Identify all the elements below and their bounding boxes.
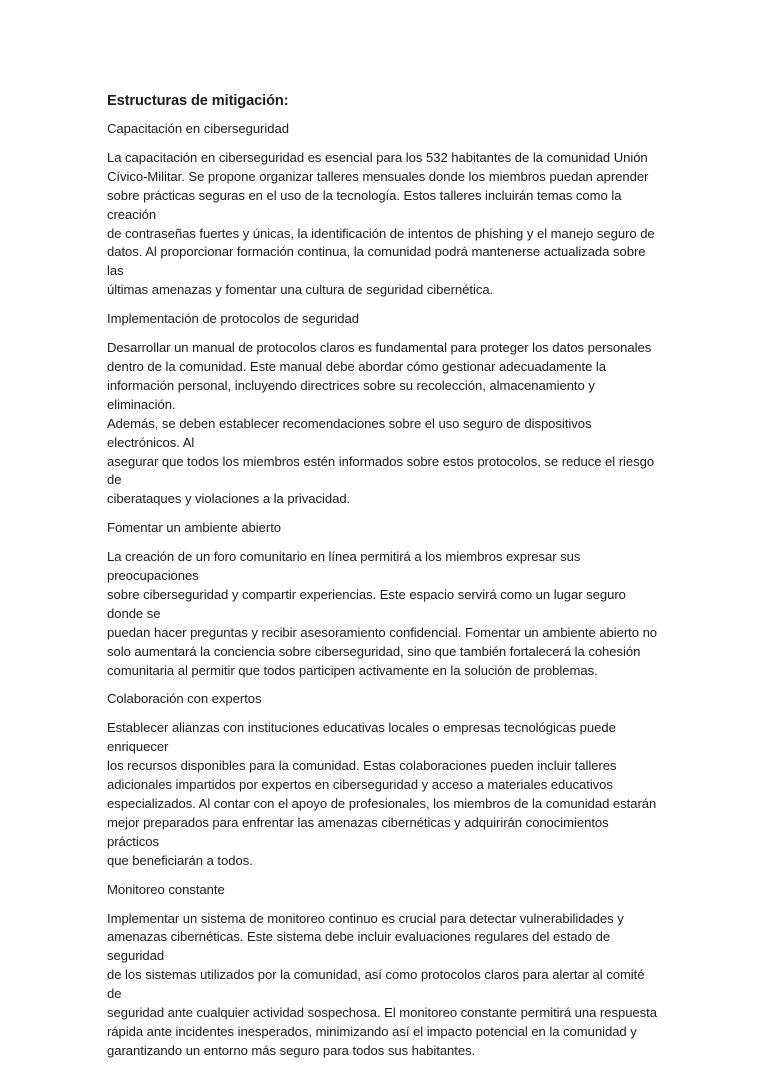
paragraph-line: sobre ciberseguridad y compartir experiencias. Este espacio servirá como un lugar seguro donde se xyxy=(107,586,626,621)
section-heading: Colaboración con expertos xyxy=(107,691,262,707)
paragraph-line: Desarrollar un manual de protocolos claros es fundamental para proteger los datos personales xyxy=(107,340,652,356)
paragraph-line: amenazas cibernéticas. Este sistema debe incluir evaluaciones regulares del estado de seguridad xyxy=(107,929,611,964)
paragraph-line: últimas amenazas y fomentar una cultura de seguridad cibernética. xyxy=(107,282,494,298)
section-paragraph xyxy=(107,910,662,1061)
paragraph-line: que beneficiarán a todos. xyxy=(107,852,253,868)
paragraph-line: La capacitación en ciberseguridad es esencial para los 532 habitantes de la comunidad Unión xyxy=(107,149,648,165)
section-protocolos xyxy=(107,310,662,509)
paragraph-line: rápida ante incidentes inesperados, minimizando así el impacto potencial en la comunidad y xyxy=(107,1023,637,1039)
section-paragraph xyxy=(107,719,662,870)
paragraph-line: sobre prácticas seguras en el uso de la tecnología. Estos talleres incluirán temas como la creación xyxy=(107,187,622,222)
paragraph-line: garantizando un entorno más seguro para todos sus habitantes. xyxy=(107,1042,476,1058)
section-heading: Capacitación en ciberseguridad xyxy=(107,121,289,136)
paragraph-line: Establecer alianzas con instituciones educativas locales o empresas tecnológicas puede enriquecer xyxy=(107,720,616,755)
section-monitoreo xyxy=(107,881,662,1061)
paragraph-line: ciberataques y violaciones a la privacidad. xyxy=(107,491,351,507)
paragraph-line: de contraseñas fuertes y únicas, la identificación de intentos de phishing y el manejo seguro de xyxy=(107,225,655,241)
section-colaboracion xyxy=(107,690,662,870)
section-paragraph xyxy=(107,149,662,300)
paragraph-line: dentro de la comunidad. Este manual debe abordar cómo gestionar adecuadamente la xyxy=(107,358,606,374)
paragraph-line: Cívico-Militar. Se propone organizar talleres mensuales donde los miembros puedan aprender xyxy=(107,168,649,184)
section-capacitacion xyxy=(107,120,662,300)
paragraph-line: los recursos disponibles para la comunidad. Estas colaboraciones pueden incluir talleres xyxy=(107,758,617,774)
paragraph-line: adicionales impartidos por expertos en ciberseguridad y acceso a materiales educativos xyxy=(107,777,613,793)
section-ambiente-abierto xyxy=(107,519,662,680)
paragraph-line: La creación de un foro comunitario en línea permitirá a los miembros expresar sus preocupaciones xyxy=(107,549,581,584)
document-page xyxy=(107,90,662,1071)
section-heading: Monitoreo constante xyxy=(107,881,225,897)
paragraph-line: comunitaria al permitir que todos participen activamente en la solución de problemas. xyxy=(107,662,598,678)
paragraph-line: solo aumentará la conciencia sobre ciberseguridad, sino que también fortalecerá la cohesión xyxy=(107,643,641,659)
section-paragraph xyxy=(107,548,662,680)
document-title: Estructuras de mitigación: xyxy=(107,93,289,109)
paragraph-line: especializados. Al contar con el apoyo de profesionales, los miembros de la comunidad estarán xyxy=(107,796,657,811)
paragraph-line: Además, se deben establecer recomendaciones sobre el uso seguro de dispositivos electrónicos. Al xyxy=(107,415,592,450)
section-paragraph xyxy=(107,339,662,509)
paragraph-line: Implementar un sistema de monitoreo continuo es crucial para detectar vulnerabilidades y xyxy=(107,910,624,926)
paragraph-line: puedan hacer preguntas y recibir asesoramiento confidencial. Fomentar un ambiente abierto no xyxy=(107,624,658,640)
paragraph-line: mejor preparados para enfrentar las amenazas cibernéticas y adquirirán conocimientos prácticos xyxy=(107,814,609,849)
paragraph-line: información personal, incluyendo directrices sobre su recolección, almacenamiento y eliminación. xyxy=(107,377,595,412)
paragraph-line: de los sistemas utilizados por la comunidad, así como protocolos claros para alertar al comité de xyxy=(107,967,645,1002)
paragraph-line: seguridad ante cualquier actividad sospechosa. El monitoreo constante permitirá una respuesta xyxy=(107,1005,657,1021)
section-heading: Implementación de protocolos de seguridad xyxy=(107,311,359,327)
paragraph-line: asegurar que todos los miembros estén informados sobre estos protocolos, se reduce el riesgo de xyxy=(107,453,655,488)
paragraph-line: datos. Al proporcionar formación continua, la comunidad podrá mantenerse actualizada sobre las xyxy=(107,244,646,279)
section-heading: Fomentar un ambiente abierto xyxy=(107,520,282,536)
